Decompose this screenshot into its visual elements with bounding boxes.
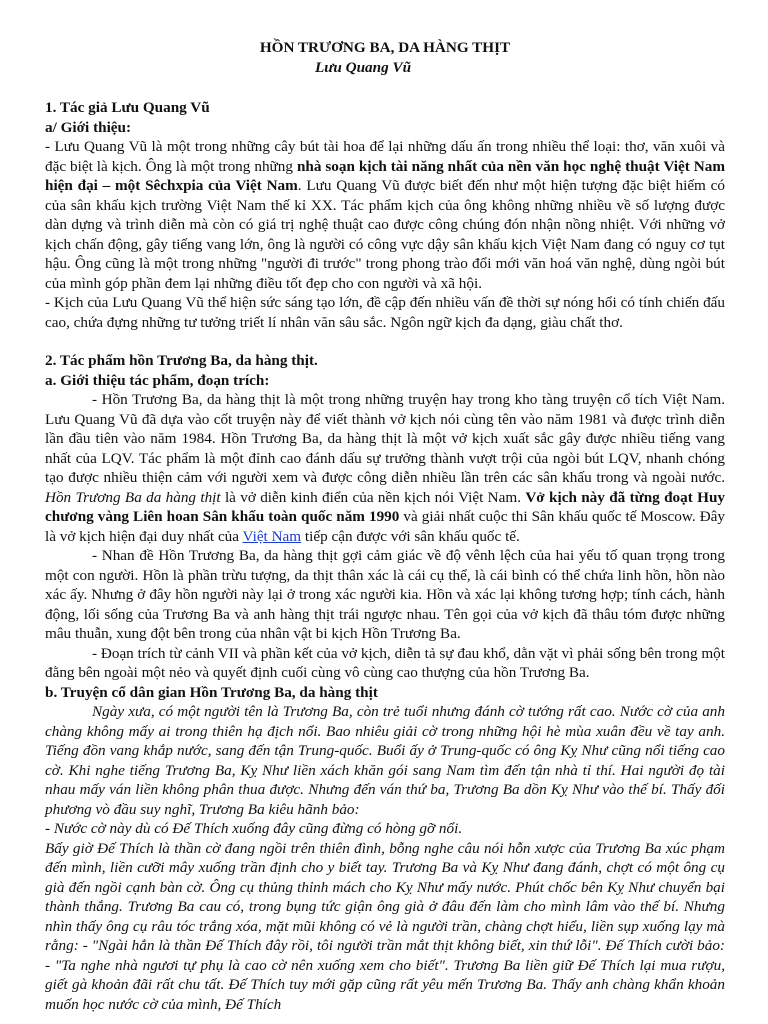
- section-2-paragraph-3: - Đoạn trích từ cảnh VII và phần kết của vở kịch, diễn tả sự đau khổ, dằn vặt vì phải sống bên trong một đằng bên ngoài một nẻo và quyết định cuối cùng vô cùng cao thượng của hồn Trương Ba.: [45, 644, 725, 681]
- text-run: - Lưu Quang Vũ là một trong những cây bút tài hoa để lại những dấu ấn trong nhiều thể loại: thơ, văn xuôi và đặc biệt là kịch. Ông là một trong những: [45, 138, 725, 175]
- section-2-heading: 2. Tác phẩm hồn Trương Ba, da hàng thịt.: [45, 352, 318, 369]
- story-paragraph-1: Ngày xưa, có một người tên là Trương Ba, còn trẻ tuổi nhưng đánh cờ tướng rất cao. Nước cờ của anh chàng không mấy ai trong thiên hạ địch nổi. Bao nhiêu giải cờ trong những hội hè mùa xuân đều về tay anh. Tiếng đồn vang khắp nước, sang đến tận Trung-quốc. Buổi ấy ở Trung-quốc có ông Kỵ Như cũng nổi tiếng cao cờ. Khi nghe tiếng Trương Ba, Kỵ Như liền xách khăn gói sang Nam tìm đến tận nhà tỉ thí. Hai người đọ tài nhau mấy ván liền không phân thua được. Nhưng đến ván thứ ba, Trương Ba dồn Kỵ Như vào thế bí. Thấy đối phương vò đầu suy nghĩ, Trương Ba kiêu hãnh bảo:: [45, 703, 725, 818]
- text-run: là vở diễn kinh điển của nền kịch nói Việt Nam.: [220, 488, 526, 506]
- bold-run: Vở kịch này đã từng đoạt Huy chương vàng Liên hoan Sân khấu toàn quốc năm 1990: [45, 488, 725, 525]
- spacer: [45, 332, 725, 351]
- viet-nam-link[interactable]: Việt Nam: [242, 527, 302, 545]
- section-2a-heading: a. Giới thiệu tác phẩm, đoạn trích:: [45, 371, 270, 389]
- spacer: [45, 77, 725, 98]
- italic-run: Hồn Trương Ba da hàng thịt: [45, 488, 221, 506]
- text-run: và giải nhất cuộc thi Sân khấu quốc tế Moscow. Đây là vở kịch hiện đại duy nhất của: [45, 508, 725, 545]
- document-author: Lưu Quang Vũ: [315, 58, 412, 76]
- section-1-paragraph-1: [45, 137, 725, 293]
- document-title: HỒN TRƯƠNG BA, DA HÀNG THỊT: [259, 39, 511, 56]
- section-2-paragraph-2: - Nhan đề Hồn Trương Ba, da hàng thịt gợi cảm giác về độ vênh lệch của hai yếu tố quan trọng trong một con người. Hồn là phần trừu tượng, da thịt thân xác là cái cụ thể, là cái bình có thể chứa linh hồn, hồn nào xác ấy. Nhưng ở đây hồn người này lại ở trong xác người kia. Hồn và xác lại không tương hợp; tính cách, hành động, lối sống của Trương Ba và anh hàng thịt trái ngược nhau. Tên gọi của vở kịch đã thâu tóm được những mâu thuẫn, xung đột bên trong của nhân vật bi kịch Hồn Trương Ba.: [45, 547, 725, 642]
- text-run: . Lưu Quang Vũ được biết đến như một hiện tượng đặc biệt hiếm có của sân khấu kịch trường Việt Nam thế kỉ XX. Tác phẩm kịch của ông không những nhiều về số lượng được dàn dựng và trình diễn mà còn có giá trị nghệ thuật cao được công chúng đón nhận nồng nhiệt. Với những vở kịch chấn động, gây tiếng vang lớn, ông là người có công vực dậy sân khấu kịch Việt Nam đang có nguy cơ tụt hậu. Ông cũng là một trong những "người đi trước" trong phong trào đổi mới văn hoá văn nghệ, dùng ngòi bút của mình góp phần đem lại những điều tốt đẹp cho con người và xã hội.: [45, 177, 725, 292]
- section-1-paragraph-2: - Kịch của Lưu Quang Vũ thể hiện sức sáng tạo lớn, đề cập đến nhiều vấn đề thời sự nóng hổi có tính chiến đấu cao, chứa đựng những tư tưởng triết lí nhân văn sâu sắc. Ngôn ngữ kịch đa dạng, giàu chất thơ.: [45, 294, 725, 331]
- section-2-paragraph-1: [45, 390, 725, 546]
- document-page: [45, 38, 725, 1018]
- text-run: tiếp cận được với sân khấu quốc tế.: [301, 527, 520, 545]
- section-2b-heading: b. Truyện cổ dân gian Hồn Trương Ba, da hàng thịt: [45, 683, 378, 701]
- text-run: - Hồn Trương Ba, da hàng thịt là một trong những truyện hay trong kho tàng truyện cổ tích Việt Nam. Lưu Quang Vũ đã dựa vào cốt truyện này để viết thành vở kịch nói cùng tên vào năm 1981 và được trình diễn lần đầu tiên vào năm 1984. Hồn Trương Ba, da hàng thịt là một vở kịch xuất sắc gây được nhiều tiếng vang nhất của LQV. Tác phẩm là một đỉnh cao đánh dấu sự trưởng thành vượt trội của ngòi bút LQV, nhanh chóng tạo được nhiều thiện cảm với người xem và được công diễn nhiều lần trên các sân khấu trong và ngoài nước.: [45, 391, 725, 486]
- bold-run: nhà soạn kịch tài năng nhất của nền văn học nghệ thuật Việt Nam hiện đại – một Sêchxpia của Việt Nam: [45, 157, 725, 194]
- section-1a-heading: a/ Giới thiệu:: [45, 118, 132, 136]
- story-paragraph-2: - Nước cờ này dù có Đế Thích xuống đây cũng đừng có hòng gỡ nổi.: [45, 820, 463, 837]
- story-paragraph-3: Bấy giờ Đế Thích là thần cờ đang ngồi trên thiên đình, bỗng nghe câu nói hỗn xược của Trương Ba xúc phạm đến mình, liền cưỡi mây xuống trần định cho y biết tay. Trương Ba và Kỵ Như đang đánh, chợt có một ông cụ già đến ngồi cạnh bàn cờ. Ông cụ thủng thỉnh mách cho Kỵ Như mấy nước. Phút chốc bên Kỵ Như chuyển bại thành thắng. Trương Ba cau có, trong bụng tức giận ông già ở đâu đến làm cho mình lâm vào thế bí. Nhưng nhìn thấy ông cụ râu tóc trắng xóa, mặt mũi không có vẻ là người trần, chàng chợt hiểu, liền sụp xuống lạy mà rằng: - "Ngài hẳn là thần Đế Thích đây rồi, tôi người trần mắt thịt không biết, xin thứ lỗi". Đế Thích cười bảo: - "Ta nghe nhà ngươi tự phụ là cao cờ nên xuống xem cho biết". Trương Ba liền giữ Đế Thích lại mua rượu, giết gà khoản đãi rất chu tất. Đế Thích tuy mới gặp cũng rất yêu mến Trương Ba. Thấy anh chàng khẩn khoản muốn học nước cờ của mình, Đế Thích: [45, 839, 725, 1013]
- section-1-heading: 1. Tác giả Lưu Quang Vũ: [45, 99, 210, 116]
